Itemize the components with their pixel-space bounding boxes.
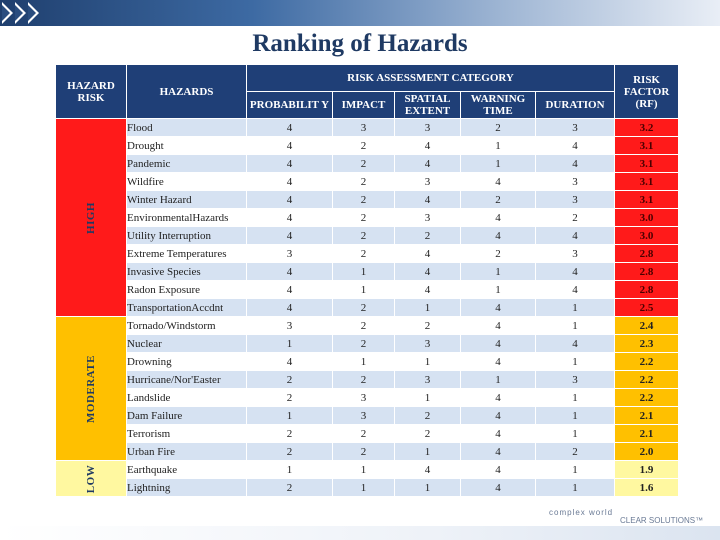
warning-time-value: 4 xyxy=(461,209,536,227)
hazard-name: Terrorism xyxy=(127,425,247,443)
probability-value: 4 xyxy=(247,299,333,317)
header-warning-time: WARNING TIME xyxy=(461,92,536,119)
logo-line-2: CLEAR SOLUTIONS™ xyxy=(620,516,704,525)
hazard-name: Flood xyxy=(127,119,247,137)
header-risk-factor: RISK FACTOR (RF) xyxy=(615,65,679,119)
risk-factor-value: 2.2 xyxy=(615,353,679,371)
warning-time-value: 1 xyxy=(461,137,536,155)
footer-band xyxy=(0,526,720,540)
risk-factor-value: 2.2 xyxy=(615,371,679,389)
impact-value: 3 xyxy=(333,389,395,407)
risk-factor-value: 2.0 xyxy=(615,443,679,461)
probability-value: 1 xyxy=(247,335,333,353)
table-row xyxy=(56,371,679,389)
duration-value: 1 xyxy=(536,389,615,407)
spatial-extent-value: 4 xyxy=(395,155,461,173)
risk-factor-value: 2.5 xyxy=(615,299,679,317)
spatial-extent-value: 1 xyxy=(395,443,461,461)
impact-value: 2 xyxy=(333,335,395,353)
duration-value: 1 xyxy=(536,353,615,371)
duration-value: 4 xyxy=(536,281,615,299)
impact-value: 3 xyxy=(333,119,395,137)
warning-time-value: 4 xyxy=(461,461,536,479)
header-hazard-risk: HAZARD RISK xyxy=(56,65,127,119)
table-row xyxy=(56,263,679,281)
probability-value: 3 xyxy=(247,245,333,263)
hazard-name: Invasive Species xyxy=(127,263,247,281)
risk-factor-value: 3.2 xyxy=(615,119,679,137)
impact-value: 2 xyxy=(333,137,395,155)
risk-factor-value: 3.1 xyxy=(615,137,679,155)
risk-factor-value: 2.8 xyxy=(615,263,679,281)
duration-value: 1 xyxy=(536,425,615,443)
table-row xyxy=(56,281,679,299)
probability-value: 4 xyxy=(247,227,333,245)
page-title: Ranking of Hazards xyxy=(252,30,468,57)
logo-line-1: complex world xyxy=(549,508,614,517)
impact-value: 3 xyxy=(333,407,395,425)
impact-value: 2 xyxy=(333,425,395,443)
duration-value: 3 xyxy=(536,245,615,263)
hazard-name: Utility Interruption xyxy=(127,227,247,245)
risk-factor-value: 2.2 xyxy=(615,389,679,407)
risk-factor-value: 1.6 xyxy=(615,479,679,497)
warning-time-value: 4 xyxy=(461,389,536,407)
warning-time-value: 1 xyxy=(461,263,536,281)
hazard-name: Dam Failure xyxy=(127,407,247,425)
duration-value: 3 xyxy=(536,371,615,389)
table-row xyxy=(56,245,679,263)
spatial-extent-value: 2 xyxy=(395,407,461,425)
risk-category-label: MODERATE xyxy=(85,354,97,423)
hazard-ranking-table xyxy=(55,64,679,497)
duration-value: 1 xyxy=(536,317,615,335)
risk-factor-value: 3.1 xyxy=(615,191,679,209)
spatial-extent-value: 4 xyxy=(395,263,461,281)
warning-time-value: 4 xyxy=(461,443,536,461)
header-hazards: HAZARDS xyxy=(127,65,247,119)
warning-time-value: 4 xyxy=(461,407,536,425)
probability-value: 1 xyxy=(247,461,333,479)
table-row xyxy=(56,209,679,227)
probability-value: 4 xyxy=(247,263,333,281)
warning-time-value: 1 xyxy=(461,371,536,389)
warning-time-value: 4 xyxy=(461,479,536,497)
probability-value: 4 xyxy=(247,191,333,209)
hazard-name: Wildfire xyxy=(127,173,247,191)
probability-value: 4 xyxy=(247,173,333,191)
spatial-extent-value: 1 xyxy=(395,299,461,317)
duration-value: 1 xyxy=(536,461,615,479)
impact-value: 2 xyxy=(333,299,395,317)
table-row xyxy=(56,137,679,155)
risk-factor-value: 2.8 xyxy=(615,245,679,263)
warning-time-value: 1 xyxy=(461,281,536,299)
duration-value: 4 xyxy=(536,335,615,353)
hazard-name: Hurricane/Nor'Easter xyxy=(127,371,247,389)
table-row xyxy=(56,479,679,497)
impact-value: 1 xyxy=(333,479,395,497)
probability-value: 3 xyxy=(247,317,333,335)
table-row xyxy=(56,335,679,353)
risk-factor-value: 1.9 xyxy=(615,461,679,479)
spatial-extent-value: 3 xyxy=(395,119,461,137)
warning-time-value: 4 xyxy=(461,353,536,371)
impact-value: 2 xyxy=(333,371,395,389)
warning-time-value: 4 xyxy=(461,335,536,353)
duration-value: 1 xyxy=(536,479,615,497)
spatial-extent-value: 4 xyxy=(395,137,461,155)
duration-value: 2 xyxy=(536,443,615,461)
table-row xyxy=(56,173,679,191)
duration-value: 3 xyxy=(536,191,615,209)
spatial-extent-value: 3 xyxy=(395,371,461,389)
table-row xyxy=(56,155,679,173)
header-probability: PROBABILIT Y xyxy=(247,92,333,119)
risk-factor-value: 2.3 xyxy=(615,335,679,353)
probability-value: 2 xyxy=(247,425,333,443)
header-spatial-extent: SPATIAL EXTENT xyxy=(395,92,461,119)
hazard-name: Drowning xyxy=(127,353,247,371)
probability-value: 4 xyxy=(247,209,333,227)
hazard-name: Radon Exposure xyxy=(127,281,247,299)
chevron-inner-icon xyxy=(28,5,36,21)
hazard-name: Pandemic xyxy=(127,155,247,173)
hazard-name: Nuclear xyxy=(127,335,247,353)
risk-factor-value: 2.8 xyxy=(615,281,679,299)
top-banner xyxy=(0,0,720,26)
header-impact: IMPACT xyxy=(333,92,395,119)
chevron-inner-icon xyxy=(15,5,23,21)
duration-value: 1 xyxy=(536,407,615,425)
risk-factor-value: 3.1 xyxy=(615,155,679,173)
hazard-name: Winter Hazard xyxy=(127,191,247,209)
risk-factor-value: 3.0 xyxy=(615,209,679,227)
duration-value: 4 xyxy=(536,263,615,281)
risk-category-low xyxy=(56,461,127,497)
table-row xyxy=(56,461,679,479)
table-row xyxy=(56,119,679,137)
spatial-extent-value: 1 xyxy=(395,353,461,371)
spatial-extent-value: 1 xyxy=(395,389,461,407)
warning-time-value: 4 xyxy=(461,173,536,191)
duration-value: 3 xyxy=(536,119,615,137)
table-row xyxy=(56,191,679,209)
risk-factor-value: 2.4 xyxy=(615,317,679,335)
table-row xyxy=(56,317,679,335)
table-row xyxy=(56,299,679,317)
warning-time-value: 2 xyxy=(461,119,536,137)
probability-value: 2 xyxy=(247,371,333,389)
spatial-extent-value: 3 xyxy=(395,209,461,227)
risk-category-moderate xyxy=(56,317,127,461)
hazard-name: Landslide xyxy=(127,389,247,407)
impact-value: 1 xyxy=(333,263,395,281)
spatial-extent-value: 3 xyxy=(395,335,461,353)
table-row xyxy=(56,425,679,443)
probability-value: 2 xyxy=(247,479,333,497)
impact-value: 2 xyxy=(333,191,395,209)
impact-value: 1 xyxy=(333,353,395,371)
table-row xyxy=(56,443,679,461)
header-duration: DURATION xyxy=(536,92,615,119)
impact-value: 2 xyxy=(333,245,395,263)
hazard-name: Extreme Temperatures xyxy=(127,245,247,263)
risk-category-label: HIGH xyxy=(85,201,97,234)
impact-value: 1 xyxy=(333,461,395,479)
chevron-inner-icon xyxy=(2,5,10,21)
spatial-extent-value: 4 xyxy=(395,281,461,299)
spatial-extent-value: 1 xyxy=(395,479,461,497)
duration-value: 4 xyxy=(536,155,615,173)
hazard-name: Urban Fire xyxy=(127,443,247,461)
probability-value: 2 xyxy=(247,443,333,461)
hazard-name: Lightning xyxy=(127,479,247,497)
impact-value: 2 xyxy=(333,209,395,227)
impact-value: 1 xyxy=(333,281,395,299)
spatial-extent-value: 3 xyxy=(395,173,461,191)
impact-value: 2 xyxy=(333,173,395,191)
duration-value: 3 xyxy=(536,173,615,191)
risk-category-high xyxy=(56,119,127,317)
header-risk-assessment-category: RISK ASSESSMENT CATEGORY xyxy=(247,65,615,92)
risk-factor-value: 2.1 xyxy=(615,425,679,443)
warning-time-value: 2 xyxy=(461,191,536,209)
hazard-name: Earthquake xyxy=(127,461,247,479)
table-row xyxy=(56,389,679,407)
probability-value: 4 xyxy=(247,281,333,299)
probability-value: 1 xyxy=(247,407,333,425)
impact-value: 2 xyxy=(333,227,395,245)
warning-time-value: 4 xyxy=(461,425,536,443)
duration-value: 4 xyxy=(536,227,615,245)
table-row xyxy=(56,227,679,245)
duration-value: 4 xyxy=(536,137,615,155)
impact-value: 2 xyxy=(333,317,395,335)
hazard-name: TransportationAccdnt xyxy=(127,299,247,317)
table-row xyxy=(56,407,679,425)
probability-value: 4 xyxy=(247,353,333,371)
spatial-extent-value: 4 xyxy=(395,461,461,479)
warning-time-value: 1 xyxy=(461,155,536,173)
warning-time-value: 4 xyxy=(461,317,536,335)
risk-factor-value: 3.0 xyxy=(615,227,679,245)
probability-value: 4 xyxy=(247,119,333,137)
risk-category-label: LOW xyxy=(85,464,97,493)
probability-value: 2 xyxy=(247,389,333,407)
hazard-name: Tornado/Windstorm xyxy=(127,317,247,335)
warning-time-value: 4 xyxy=(461,299,536,317)
hazard-name: EnvironmentalHazards xyxy=(127,209,247,227)
spatial-extent-value: 4 xyxy=(395,245,461,263)
table-body xyxy=(56,119,679,497)
warning-time-value: 2 xyxy=(461,245,536,263)
duration-value: 1 xyxy=(536,299,615,317)
spatial-extent-value: 2 xyxy=(395,425,461,443)
hazard-name: Drought xyxy=(127,137,247,155)
spatial-extent-value: 4 xyxy=(395,191,461,209)
spatial-extent-value: 2 xyxy=(395,227,461,245)
table-row xyxy=(56,353,679,371)
probability-value: 4 xyxy=(247,155,333,173)
duration-value: 2 xyxy=(536,209,615,227)
spatial-extent-value: 2 xyxy=(395,317,461,335)
risk-factor-value: 3.1 xyxy=(615,173,679,191)
risk-factor-value: 2.1 xyxy=(615,407,679,425)
impact-value: 2 xyxy=(333,443,395,461)
probability-value: 4 xyxy=(247,137,333,155)
warning-time-value: 4 xyxy=(461,227,536,245)
impact-value: 2 xyxy=(333,155,395,173)
